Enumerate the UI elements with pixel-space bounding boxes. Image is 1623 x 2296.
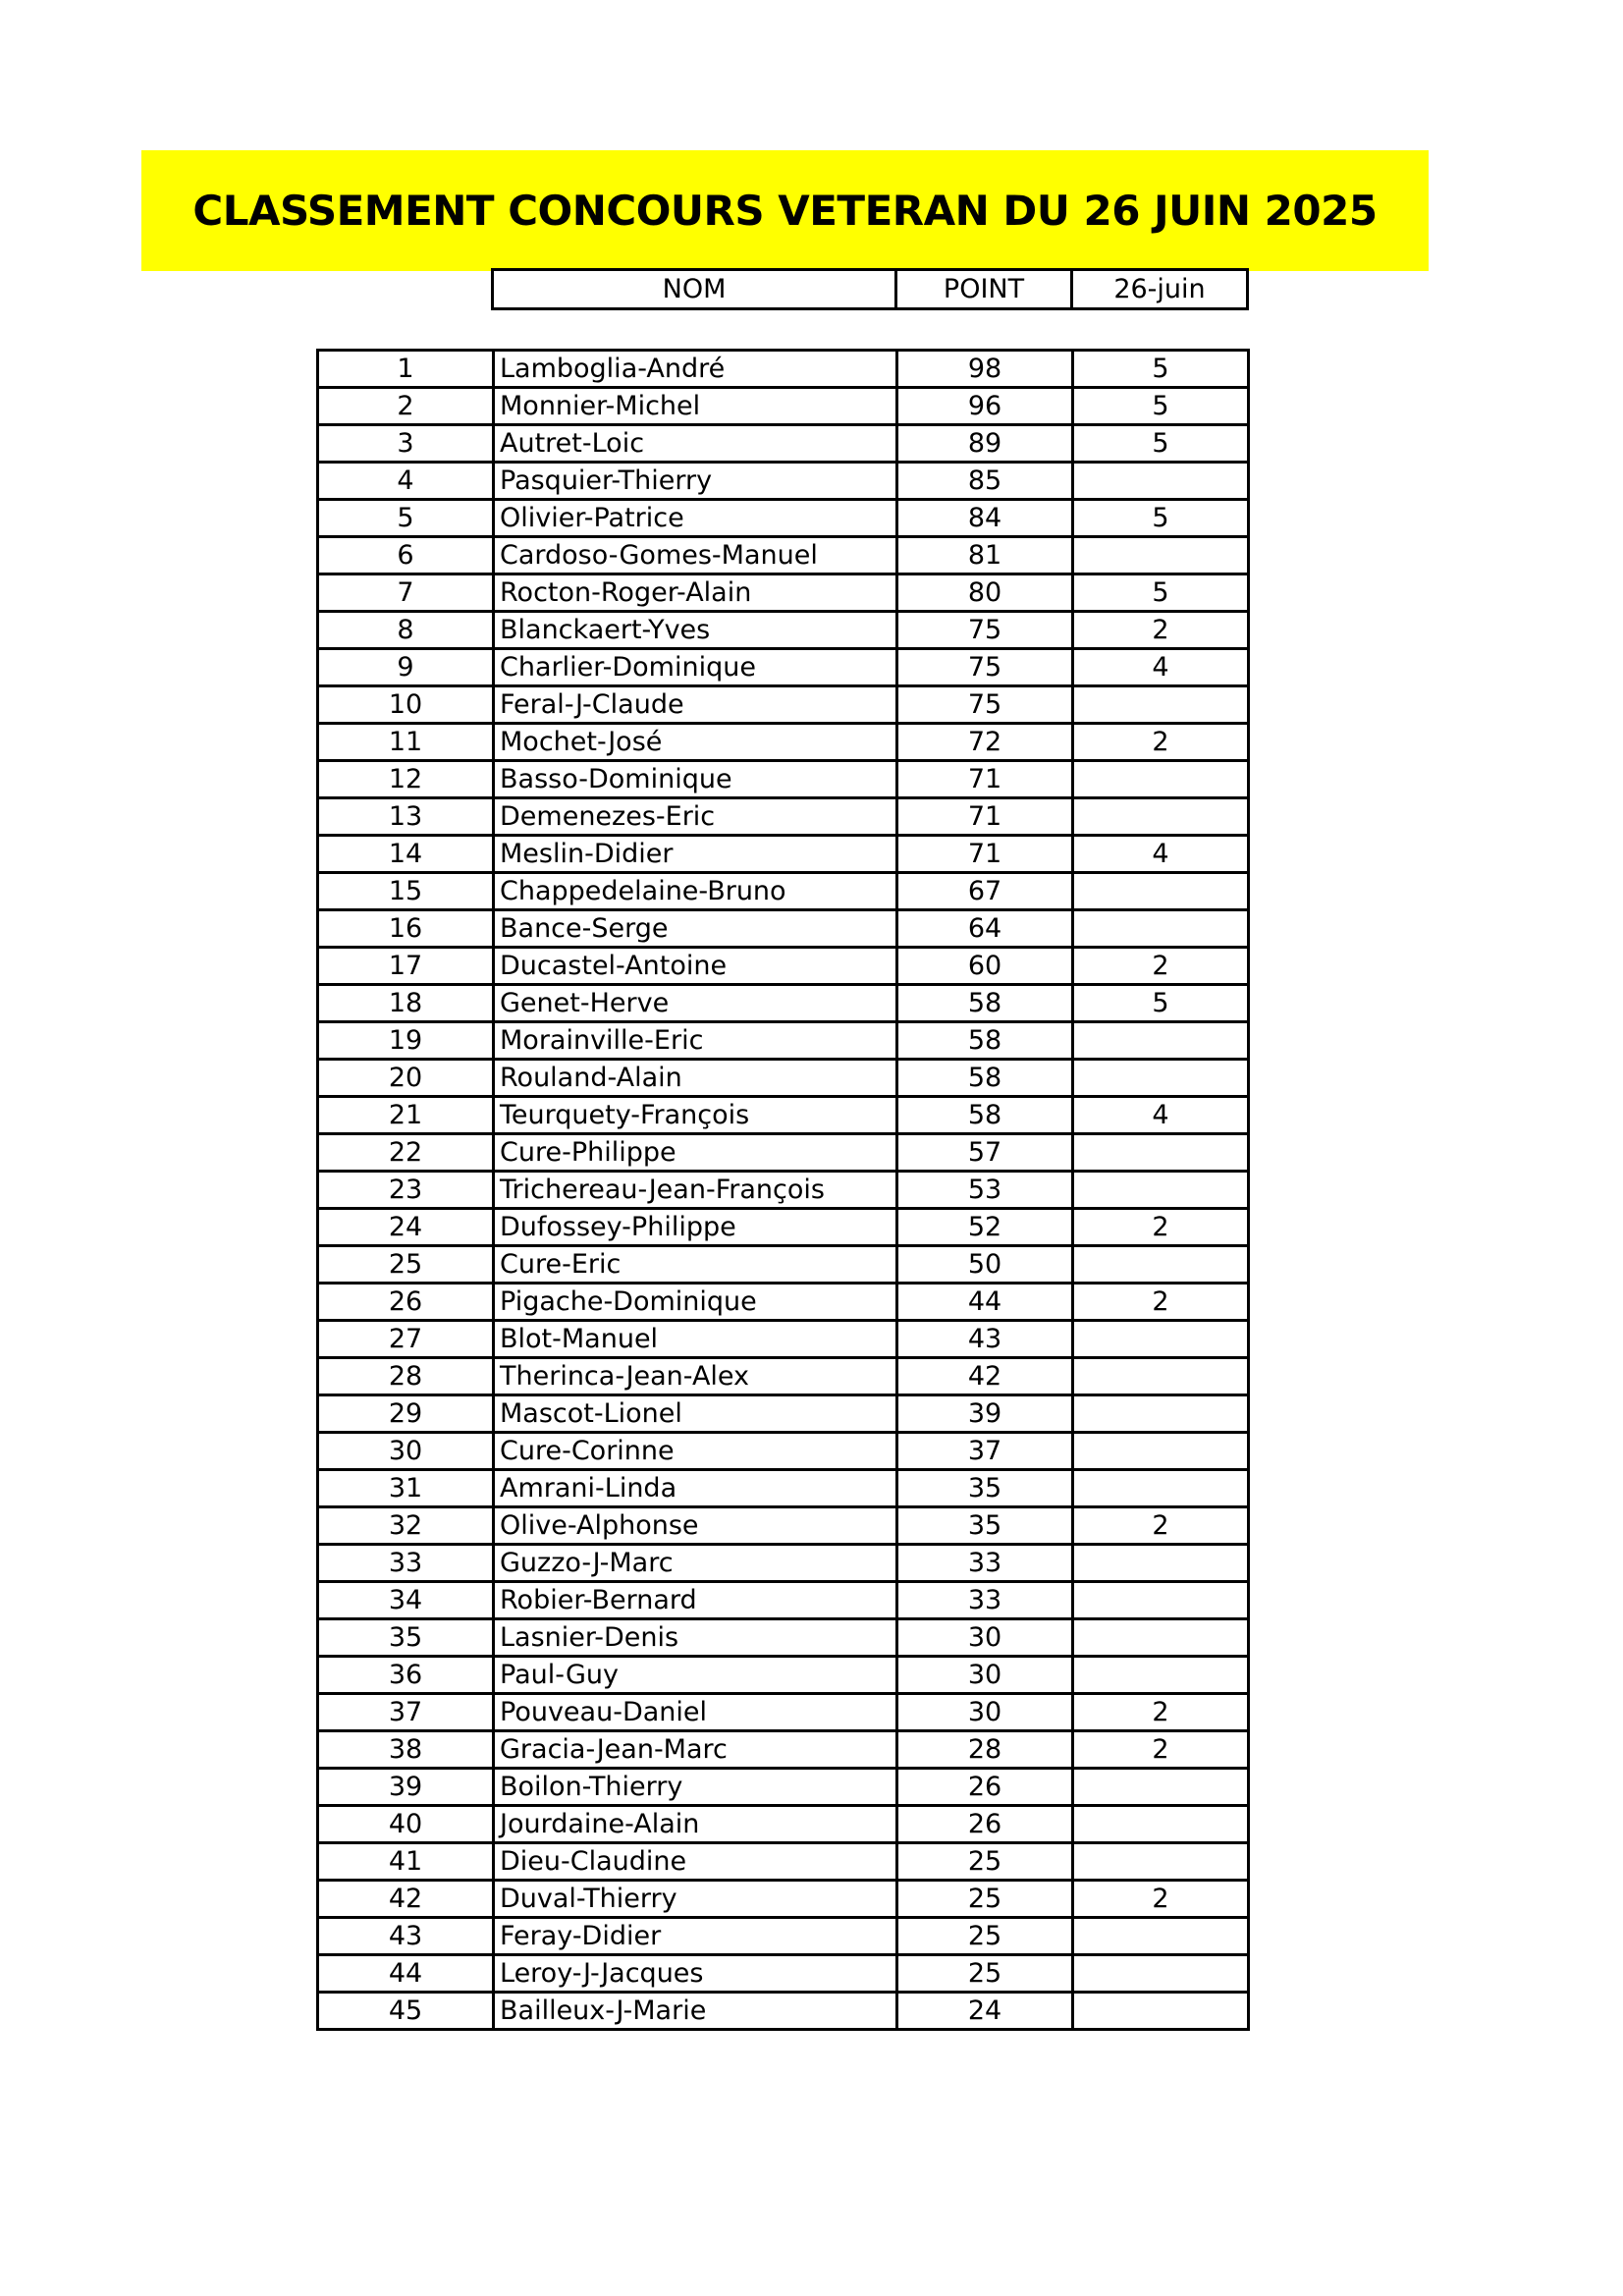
date-points-cell: 5 [1073, 351, 1249, 388]
rank-cell: 12 [318, 761, 494, 798]
date-points-cell [1073, 1918, 1249, 1955]
points-cell: 43 [897, 1321, 1073, 1358]
ranking-body [318, 351, 1249, 2030]
points-cell: 35 [897, 1470, 1073, 1507]
date-points-cell: 2 [1073, 1694, 1249, 1731]
points-cell: 84 [897, 500, 1073, 537]
points-cell: 75 [897, 686, 1073, 724]
rank-cell: 9 [318, 649, 494, 686]
name-cell: Feray-Didier [494, 1918, 897, 1955]
points-cell: 85 [897, 463, 1073, 500]
name-cell: Mochet-José [494, 724, 897, 761]
table-row [318, 798, 1249, 836]
points-cell: 25 [897, 1955, 1073, 1993]
rank-cell: 2 [318, 388, 494, 425]
rank-cell: 1 [318, 351, 494, 388]
points-cell: 96 [897, 388, 1073, 425]
name-cell: Boilon-Thierry [494, 1769, 897, 1806]
points-cell: 52 [897, 1209, 1073, 1246]
points-cell: 25 [897, 1881, 1073, 1918]
name-cell: Lasnier-Denis [494, 1619, 897, 1657]
table-row [318, 1694, 1249, 1731]
rank-cell: 24 [318, 1209, 494, 1246]
table-row [318, 1433, 1249, 1470]
rank-cell: 30 [318, 1433, 494, 1470]
points-cell: 44 [897, 1284, 1073, 1321]
points-cell: 25 [897, 1843, 1073, 1881]
table-row [318, 612, 1249, 649]
table-row [318, 1134, 1249, 1172]
table-row [318, 1358, 1249, 1395]
name-cell: Duval-Thierry [494, 1881, 897, 1918]
name-cell: Rocton-Roger-Alain [494, 574, 897, 612]
points-cell: 67 [897, 873, 1073, 910]
title-banner [141, 150, 1429, 271]
rank-cell: 20 [318, 1060, 494, 1097]
points-cell: 60 [897, 948, 1073, 985]
date-points-cell [1073, 1433, 1249, 1470]
date-points-cell: 2 [1073, 1731, 1249, 1769]
table-row [318, 537, 1249, 574]
rank-cell: 18 [318, 985, 494, 1022]
rank-cell: 26 [318, 1284, 494, 1321]
table-row [318, 724, 1249, 761]
date-points-cell: 5 [1073, 425, 1249, 463]
points-cell: 39 [897, 1395, 1073, 1433]
rank-cell: 37 [318, 1694, 494, 1731]
table-row [318, 351, 1249, 388]
table-row [318, 1022, 1249, 1060]
points-cell: 26 [897, 1769, 1073, 1806]
name-cell: Guzzo-J-Marc [494, 1545, 897, 1582]
date-points-cell: 4 [1073, 836, 1249, 873]
rank-cell: 40 [318, 1806, 494, 1843]
points-cell: 35 [897, 1507, 1073, 1545]
header-date: 26-juin [1072, 270, 1248, 309]
rank-cell: 27 [318, 1321, 494, 1358]
table-row [318, 1209, 1249, 1246]
table-row [318, 910, 1249, 948]
name-cell: Cardoso-Gomes-Manuel [494, 537, 897, 574]
name-cell: Charlier-Dominique [494, 649, 897, 686]
rank-cell: 15 [318, 873, 494, 910]
points-cell: 33 [897, 1545, 1073, 1582]
date-points-cell [1073, 1470, 1249, 1507]
rank-cell: 42 [318, 1881, 494, 1918]
date-points-cell: 2 [1073, 1284, 1249, 1321]
rank-cell: 22 [318, 1134, 494, 1172]
name-cell: Teurquety-François [494, 1097, 897, 1134]
table-row [318, 1545, 1249, 1582]
column-header-table [491, 268, 1249, 310]
name-cell: Meslin-Didier [494, 836, 897, 873]
rank-cell: 31 [318, 1470, 494, 1507]
date-points-cell [1073, 910, 1249, 948]
rank-cell: 43 [318, 1918, 494, 1955]
table-row [318, 1619, 1249, 1657]
date-points-cell [1073, 1395, 1249, 1433]
points-cell: 75 [897, 612, 1073, 649]
table-row [318, 948, 1249, 985]
date-points-cell: 5 [1073, 574, 1249, 612]
name-cell: Demenezes-Eric [494, 798, 897, 836]
points-cell: 58 [897, 985, 1073, 1022]
rank-cell: 4 [318, 463, 494, 500]
name-cell: Trichereau-Jean-François [494, 1172, 897, 1209]
name-cell: Pouveau-Daniel [494, 1694, 897, 1731]
table-row [318, 1507, 1249, 1545]
date-points-cell [1073, 537, 1249, 574]
name-cell: Jourdaine-Alain [494, 1806, 897, 1843]
name-cell: Blanckaert-Yves [494, 612, 897, 649]
ranking-table [316, 349, 1250, 2031]
date-points-cell: 2 [1073, 948, 1249, 985]
rank-cell: 25 [318, 1246, 494, 1284]
name-cell: Chappedelaine-Bruno [494, 873, 897, 910]
table-row [318, 686, 1249, 724]
rank-cell: 34 [318, 1582, 494, 1619]
table-row [318, 1806, 1249, 1843]
points-cell: 71 [897, 761, 1073, 798]
name-cell: Feral-J-Claude [494, 686, 897, 724]
rank-cell: 11 [318, 724, 494, 761]
date-points-cell [1073, 1358, 1249, 1395]
date-points-cell: 4 [1073, 649, 1249, 686]
date-points-cell [1073, 1134, 1249, 1172]
table-row [318, 1918, 1249, 1955]
name-cell: Dieu-Claudine [494, 1843, 897, 1881]
rank-cell: 41 [318, 1843, 494, 1881]
name-cell: Robier-Bernard [494, 1582, 897, 1619]
table-row [318, 1395, 1249, 1433]
name-cell: Lamboglia-André [494, 351, 897, 388]
table-row [318, 1470, 1249, 1507]
header-points: POINT [896, 270, 1072, 309]
table-row [318, 1769, 1249, 1806]
date-points-cell [1073, 1022, 1249, 1060]
page-title: CLASSEMENT CONCOURS VETERAN DU 26 JUIN 2025 [192, 187, 1378, 235]
points-cell: 28 [897, 1731, 1073, 1769]
date-points-cell [1073, 1657, 1249, 1694]
name-cell: Leroy-J-Jacques [494, 1955, 897, 1993]
points-cell: 71 [897, 798, 1073, 836]
rank-cell: 6 [318, 537, 494, 574]
table-row [318, 1097, 1249, 1134]
name-cell: Bailleux-J-Marie [494, 1993, 897, 2030]
points-cell: 58 [897, 1060, 1073, 1097]
points-cell: 58 [897, 1097, 1073, 1134]
rank-cell: 44 [318, 1955, 494, 1993]
name-cell: Morainville-Eric [494, 1022, 897, 1060]
points-cell: 30 [897, 1657, 1073, 1694]
points-cell: 42 [897, 1358, 1073, 1395]
points-cell: 81 [897, 537, 1073, 574]
table-row [318, 1321, 1249, 1358]
table-row [318, 761, 1249, 798]
table-row [318, 1582, 1249, 1619]
name-cell: Cure-Corinne [494, 1433, 897, 1470]
rank-cell: 29 [318, 1395, 494, 1433]
rank-cell: 23 [318, 1172, 494, 1209]
rank-cell: 14 [318, 836, 494, 873]
date-points-cell: 2 [1073, 1209, 1249, 1246]
date-points-cell: 2 [1073, 612, 1249, 649]
rank-cell: 38 [318, 1731, 494, 1769]
points-cell: 57 [897, 1134, 1073, 1172]
rank-cell: 21 [318, 1097, 494, 1134]
name-cell: Pigache-Dominique [494, 1284, 897, 1321]
date-points-cell [1073, 1582, 1249, 1619]
name-cell: Monnier-Michel [494, 388, 897, 425]
table-row [318, 1172, 1249, 1209]
column-header-row [493, 270, 1248, 309]
name-cell: Amrani-Linda [494, 1470, 897, 1507]
rank-cell: 19 [318, 1022, 494, 1060]
rank-cell: 13 [318, 798, 494, 836]
date-points-cell: 2 [1073, 1881, 1249, 1918]
rank-cell: 32 [318, 1507, 494, 1545]
table-row [318, 649, 1249, 686]
points-cell: 25 [897, 1918, 1073, 1955]
rank-cell: 10 [318, 686, 494, 724]
name-cell: Autret-Loic [494, 425, 897, 463]
date-points-cell [1073, 686, 1249, 724]
name-cell: Therinca-Jean-Alex [494, 1358, 897, 1395]
date-points-cell: 4 [1073, 1097, 1249, 1134]
table-row [318, 500, 1249, 537]
date-points-cell [1073, 1769, 1249, 1806]
table-row [318, 425, 1249, 463]
points-cell: 58 [897, 1022, 1073, 1060]
points-cell: 64 [897, 910, 1073, 948]
rank-cell: 3 [318, 425, 494, 463]
date-points-cell [1073, 1545, 1249, 1582]
date-points-cell: 5 [1073, 500, 1249, 537]
date-points-cell: 2 [1073, 724, 1249, 761]
table-row [318, 873, 1249, 910]
points-cell: 98 [897, 351, 1073, 388]
name-cell: Bance-Serge [494, 910, 897, 948]
rank-cell: 36 [318, 1657, 494, 1694]
date-points-cell [1073, 761, 1249, 798]
name-cell: Dufossey-Philippe [494, 1209, 897, 1246]
points-cell: 89 [897, 425, 1073, 463]
name-cell: Paul-Guy [494, 1657, 897, 1694]
points-cell: 30 [897, 1619, 1073, 1657]
date-points-cell [1073, 1806, 1249, 1843]
table-row [318, 574, 1249, 612]
rank-cell: 17 [318, 948, 494, 985]
date-points-cell [1073, 1843, 1249, 1881]
date-points-cell [1073, 1993, 1249, 2030]
table-row [318, 388, 1249, 425]
header-name: NOM [493, 270, 896, 309]
date-points-cell [1073, 873, 1249, 910]
points-cell: 71 [897, 836, 1073, 873]
name-cell: Gracia-Jean-Marc [494, 1731, 897, 1769]
points-cell: 72 [897, 724, 1073, 761]
table-row [318, 1284, 1249, 1321]
rank-cell: 39 [318, 1769, 494, 1806]
table-row [318, 1843, 1249, 1881]
table-row [318, 1060, 1249, 1097]
points-cell: 33 [897, 1582, 1073, 1619]
table-row [318, 985, 1249, 1022]
rank-cell: 28 [318, 1358, 494, 1395]
name-cell: Basso-Dominique [494, 761, 897, 798]
table-row [318, 1993, 1249, 2030]
points-cell: 30 [897, 1694, 1073, 1731]
points-cell: 37 [897, 1433, 1073, 1470]
name-cell: Olive-Alphonse [494, 1507, 897, 1545]
rank-cell: 5 [318, 500, 494, 537]
date-points-cell [1073, 1321, 1249, 1358]
table-row [318, 1657, 1249, 1694]
name-cell: Rouland-Alain [494, 1060, 897, 1097]
date-points-cell [1073, 1172, 1249, 1209]
name-cell: Olivier-Patrice [494, 500, 897, 537]
date-points-cell [1073, 463, 1249, 500]
name-cell: Cure-Eric [494, 1246, 897, 1284]
name-cell: Pasquier-Thierry [494, 463, 897, 500]
date-points-cell: 5 [1073, 388, 1249, 425]
rank-cell: 35 [318, 1619, 494, 1657]
points-cell: 80 [897, 574, 1073, 612]
date-points-cell [1073, 1955, 1249, 1993]
points-cell: 26 [897, 1806, 1073, 1843]
name-cell: Genet-Herve [494, 985, 897, 1022]
name-cell: Mascot-Lionel [494, 1395, 897, 1433]
table-row [318, 836, 1249, 873]
date-points-cell [1073, 1246, 1249, 1284]
date-points-cell [1073, 1060, 1249, 1097]
date-points-cell: 5 [1073, 985, 1249, 1022]
date-points-cell [1073, 798, 1249, 836]
table-row [318, 463, 1249, 500]
points-cell: 75 [897, 649, 1073, 686]
points-cell: 53 [897, 1172, 1073, 1209]
table-row [318, 1731, 1249, 1769]
date-points-cell: 2 [1073, 1507, 1249, 1545]
rank-cell: 16 [318, 910, 494, 948]
rank-cell: 45 [318, 1993, 494, 2030]
table-row [318, 1881, 1249, 1918]
points-cell: 24 [897, 1993, 1073, 2030]
name-cell: Cure-Philippe [494, 1134, 897, 1172]
name-cell: Ducastel-Antoine [494, 948, 897, 985]
date-points-cell [1073, 1619, 1249, 1657]
rank-cell: 8 [318, 612, 494, 649]
name-cell: Blot-Manuel [494, 1321, 897, 1358]
points-cell: 50 [897, 1246, 1073, 1284]
rank-cell: 33 [318, 1545, 494, 1582]
table-row [318, 1955, 1249, 1993]
table-row [318, 1246, 1249, 1284]
rank-cell: 7 [318, 574, 494, 612]
